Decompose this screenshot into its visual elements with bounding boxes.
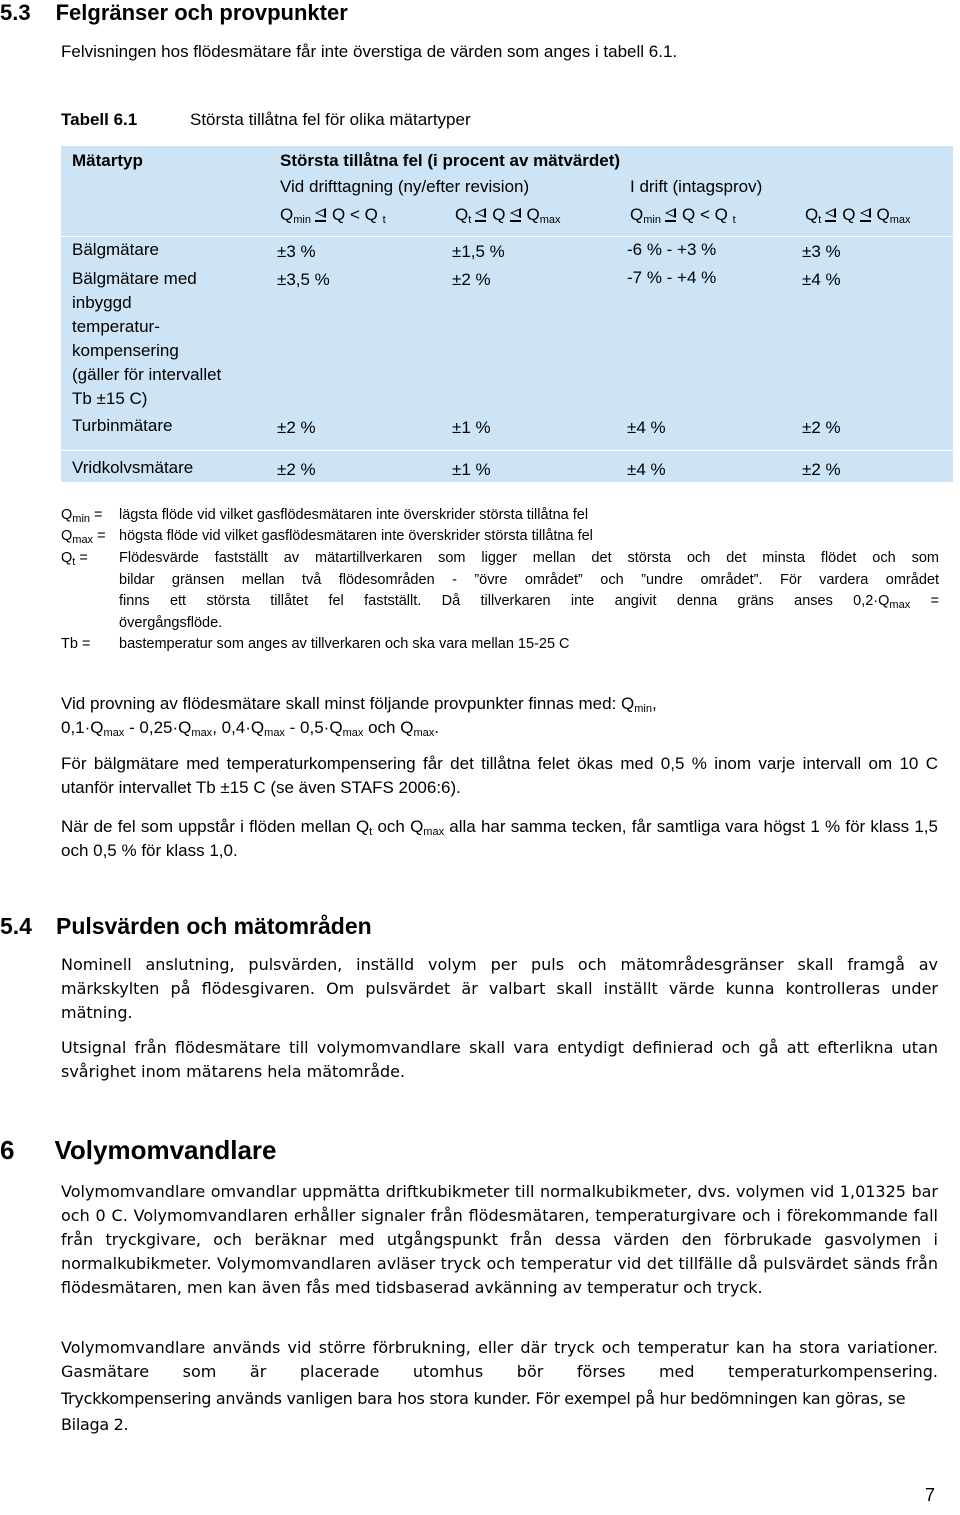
section-title: Pulsvärden och mätområden xyxy=(55,913,372,939)
paragraph-pressure-compensation: Tryckkompensering används vanligen bara hos stora kunder. För exempel på hur bedömningen kan göras, se Bilaga 2. xyxy=(61,1389,906,1434)
paragraph-pulse-values: Nominell anslutning, pulsvärden, inställd volym per puls och mätområdesgränser skall framgå av märkskylten på flödesgivaren. Om pulsvärdet är valbart skall inställt värde kunna kontrolleras under mätning. xyxy=(61,955,938,1022)
header-max-error: Största tillåtna fel (i procent av mätvärdet) xyxy=(280,151,621,170)
section-number: 5.3 xyxy=(0,0,31,25)
leq-icon xyxy=(315,208,328,221)
paragraph-volume-converter: Volymomvandlare omvandlar uppmätta driftkubikmeter till normalkubikmeter, dvs. volymen vid 1,01325 bar och 0 C. Volymomvandlaren erhåller signaler från flödesmätaren, temperaturgivare och i förekommande fall från tryckgivare, och beräknar med utgångspunkt från dessa värden den förbrukade gasvolymen i normalkubikmeter. Volymomvandlaren avläser tryck och temperatur vid det tillfälle då pulsvärdet sänds från flödesmätaren, men kan även fås med tidsbaserad avkänning av temperatur och tryck. xyxy=(61,1182,938,1297)
leq-icon xyxy=(860,208,873,221)
table-cell: ±2 % xyxy=(277,418,316,437)
chapter-title: Volymomvandlare xyxy=(54,1135,277,1165)
definition-label-tb: Tb = xyxy=(61,636,91,652)
table-cell: ±4 % xyxy=(802,270,841,289)
table-divider xyxy=(61,450,953,451)
definition-text-tb: bastemperatur som anges av tillverkaren och ska vara mellan 15-25 C xyxy=(119,636,570,652)
leq-icon xyxy=(510,208,523,221)
definition-label-qmin: $Q_{min}$ = xyxy=(61,507,103,525)
header-meter-type: Mätartyp xyxy=(72,151,143,170)
definition-text-qt: Flödesvärde fastställt av mätartillverkaren som ligger mellan det största och det minsta flödet och som bildar gränsen mellan två flödesområden - ”övre området” och ”undre området”. För vardera området finns ett största tillåtet fel fastställt. Då tillverkaren inte angivit denna gräns anses $0,2\cdot Q_{max}$ = övergångsflöde. xyxy=(119,550,939,631)
table-cell: ±1 % xyxy=(452,460,491,479)
table-row-type: Bälgmätare xyxy=(72,240,159,259)
definition-label-qmax: $Q_{max}$ = xyxy=(61,528,106,546)
table-divider xyxy=(61,236,953,237)
table-cell: -6 % - +3 % xyxy=(627,240,717,259)
paragraph-test-points: Vid provning av flödesmätare skall minst följande provpunkter finnas med: $Q_{min}$, $0,1\cdot Q_{max} - 0,25\cdot Q_{max}$, $0,4\cdot Q_{max} - 0,5\cdot Q_{max}$ och $Q_{max}$. xyxy=(61,694,657,739)
table-cell: ±1,5 % xyxy=(452,242,505,261)
section-title: Felgränser och provpunkter xyxy=(55,0,348,25)
table-row-type: Turbinmätare xyxy=(72,416,173,435)
range-qmin-qt-2: $Q_{min}$ Q < Q $_t$ xyxy=(630,205,736,226)
paragraph-output-signal: Utsignal från flödesmätare till volymomvandlare skall vara entydigt definierad och gå att efterlikna utan svårighet inom mätarens hela mätområde. xyxy=(61,1038,938,1081)
header-commissioning: Vid drifttagning (ny/efter revision) xyxy=(280,177,530,196)
table-cell: ±2 % xyxy=(452,270,491,289)
range-qt-qmax-1: $Q_t$ Q $Q_{max}$ xyxy=(455,205,561,226)
definition-text-qmax: högsta flöde vid vilket gasflödesmätaren inte överskrider största tillåtna fel xyxy=(119,528,593,544)
range-qmin-qt-1: $Q_{min}$ Q < Q $_t$ xyxy=(280,205,386,226)
leq-icon xyxy=(475,208,488,221)
paragraph-usage: Volymomvandlare används vid större förbrukning, eller där tryck och temperatur kan ha stora variationer. Gasmätare som är placerade utomhus bör förses med temperaturkompensering. xyxy=(61,1338,938,1381)
table-cell: ±4 % xyxy=(627,460,666,479)
paragraph-temperature-compensation: För bälgmätare med temperaturkompensering får det tillåtna felet ökas med 0,5 % inom varje intervall om 10 C utanför intervallet Tb ±15 C (se även STAFS 2006:6). xyxy=(61,754,938,797)
table-caption: Största tillåtna fel för olika mätartyper xyxy=(190,110,471,129)
intro-paragraph: Felvisningen hos flödesmätare får inte överstiga de värden som anges i tabell 6.1. xyxy=(61,42,678,61)
page-number: 7 xyxy=(925,1485,936,1505)
table-cell: ±2 % xyxy=(802,460,841,479)
leq-icon xyxy=(665,208,678,221)
table-label: Tabell 6.1 xyxy=(61,110,138,129)
definition-text-qmin: lägsta flöde vid vilket gasflödesmätaren inte överskrider största tillåtna fel xyxy=(119,507,589,523)
table-cell: ±2 % xyxy=(277,460,316,479)
section-heading-5-3 xyxy=(0,0,348,26)
table-cell: ±1 % xyxy=(452,418,491,437)
chapter-number: 6 xyxy=(0,1135,15,1165)
chapter-heading-6 xyxy=(0,1135,277,1166)
table-cell: ±3 % xyxy=(802,242,841,261)
table-cell: ±2 % xyxy=(802,418,841,437)
section-heading-5-4 xyxy=(0,913,372,940)
range-qt-qmax-2: $Q_t$ Q $Q_{max}$ xyxy=(805,205,911,226)
header-in-service: I drift (intagsprov) xyxy=(630,177,763,196)
table-cell: ±3 % xyxy=(277,242,316,261)
leq-icon xyxy=(825,208,838,221)
table-row-type: Bälgmätare med inbyggd temperatur- kompensering (gäller för intervallet Tb ±15 C) xyxy=(72,269,222,408)
definition-label-qt: $Q_t$ = xyxy=(61,550,88,568)
section-number: 5.4 xyxy=(0,913,32,939)
table-cell: -7 % - +4 % xyxy=(627,268,717,287)
table-row-type: Vridkolvsmätare xyxy=(72,458,194,477)
table-cell: ±4 % xyxy=(627,418,666,437)
paragraph-error-sign: När de fel som uppstår i flöden mellan $Q_t$ och $Q_{max}$ alla har samma tecken, får samtliga vara högst 1 % för klass 1,5 och 0,5 % för klass 1,0. xyxy=(61,817,938,860)
table-cell: ±3,5 % xyxy=(277,270,330,289)
